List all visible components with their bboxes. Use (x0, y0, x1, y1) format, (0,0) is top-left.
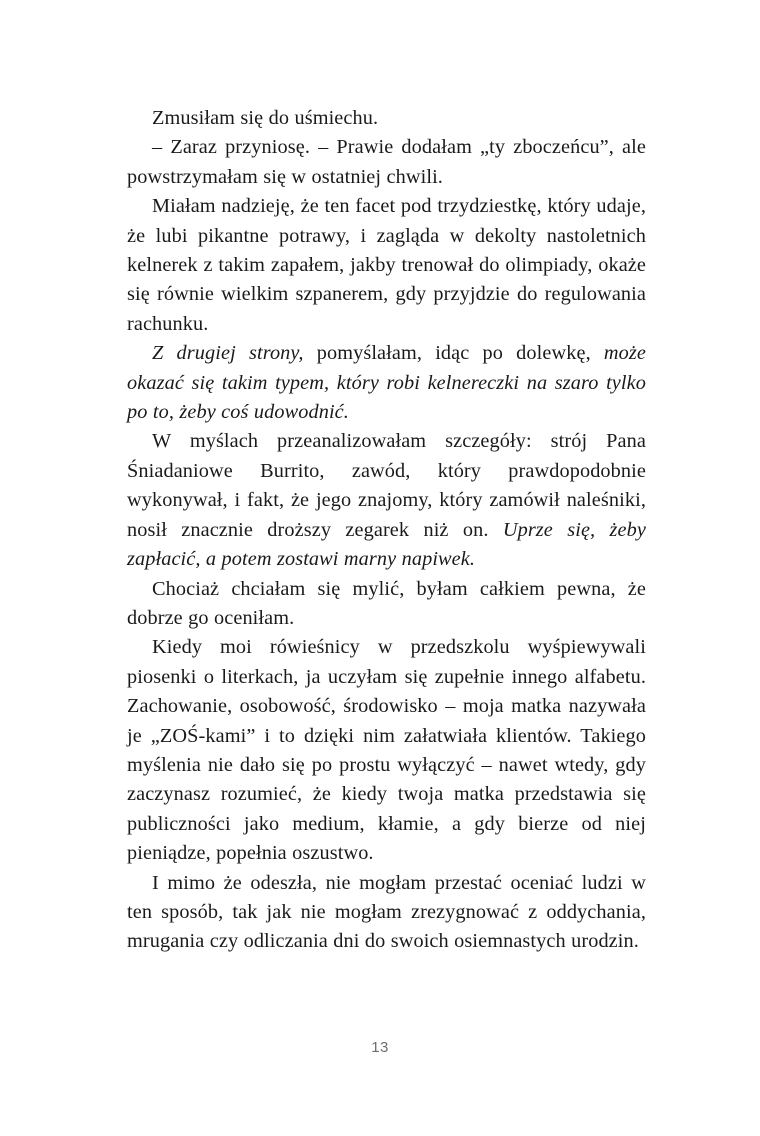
paragraph-4-roman-middle: pomyślałam, idąc po dolewkę, (303, 342, 604, 365)
paragraph-4-mixed-italic (127, 339, 646, 427)
paragraph-5-italic-ending: Uprze się, żeby zapłacić, a potem zostawi marny napiwek. (127, 518, 646, 571)
page-number: 13 (371, 1039, 389, 1056)
paragraph-4-italic-opening: Z drugiej strony, (152, 342, 304, 365)
paragraph-3: Miałam nadzieję, że ten facet pod trzydziestkę, który udaje, że lubi pikantne potrawy, i zagląda w dekolty nastoletnich kelnerek z takim zapałem, jakby trenował do olimpiady, okaże się równie wielkim szpanerem, gdy przyjdzie do regulowania rachunku. (127, 195, 646, 335)
paragraph-1: Zmusiłam się do uśmiechu. (152, 107, 379, 129)
paragraph-6: Chociaż chciałam się mylić, byłam całkiem pewna, że dobrze go oceniłam. (127, 577, 646, 629)
page-text-block (127, 104, 646, 957)
paragraph-4-italic-remainder: może okazać się takim typem, który robi kelnereczki na szaro tylko po to, żeby coś udowodnić. (127, 342, 646, 424)
paragraph-8: I mimo że odeszła, nie mogłam przestać oceniać ludzi w ten sposób, tak jak nie mogłam zrezygnować z oddychania, mrugania czy odliczania dni do swoich osiemnastych urodzin. (127, 871, 646, 953)
paragraph-5-mixed-italic (127, 427, 646, 574)
paragraph-2-dialogue: – Zaraz przyniosę. – Prawie dodałam „ty zboczeńcu”, ale powstrzymałam się w ostatniej chwili. (127, 136, 646, 188)
paragraph-5-roman-opening: W myślach przeanalizowałam szczegóły: strój Pana Śniadaniowe Burrito, zawód, który prawdopodobnie wykonywał, i fakt, że jego znajomy, który zamówił naleśniki, nosił znacznie droższy zegarek niż on. (127, 430, 646, 541)
paragraph-7: Kiedy moi rówieśnicy w przedszkolu wyśpiewywali piosenki o literkach, ja uczyłam się zupełnie innego alfabetu. Zachowanie, osobowość, środowisko – moja matka nazywała je „ZOŚ-kami” i to dzięki nim załatwiała klientów. Takiego myślenia nie dało się po prostu wyłączyć – nawet wtedy, gdy zaczynasz rozumieć, że kiedy twoja matka przedstawia się publiczności jako medium, kłamie, a gdy bierze od niej pieniądze, popełnia oszustwo. (127, 636, 646, 865)
